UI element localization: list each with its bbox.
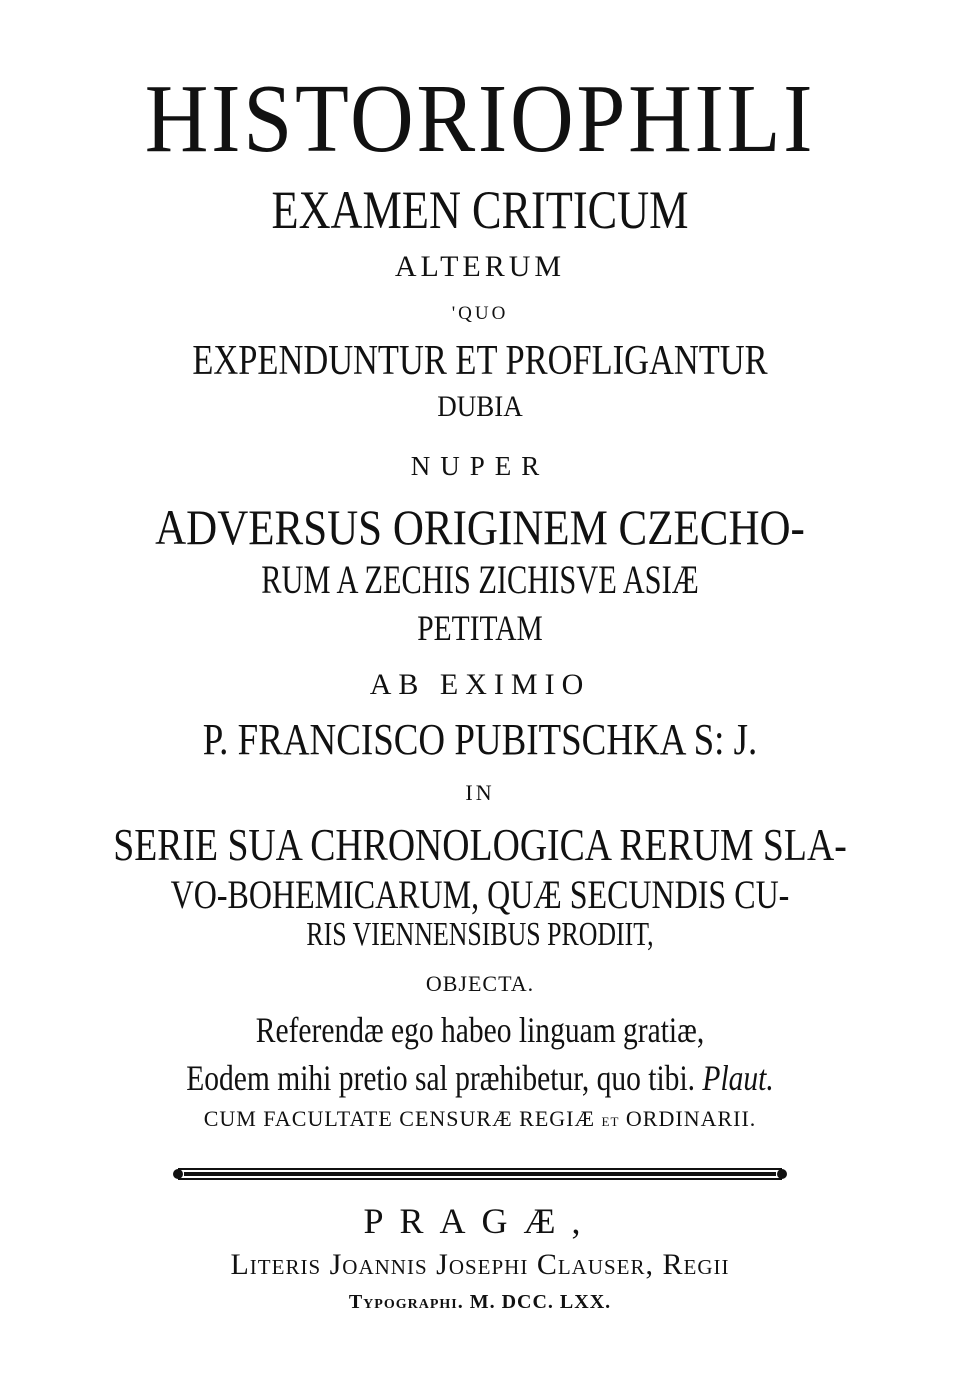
line-ab-eximio: AB EXIMIO (369, 668, 591, 701)
censure-text-b: ORDINARII. (625, 1106, 757, 1131)
line-adversus: ADVERSUS ORIGINEM CZECHO- (155, 499, 805, 555)
imprint-line-1: Literis Joannis Josephi Clauser, Regii (230, 1248, 730, 1281)
city-pragae: PRAGÆ, (363, 1201, 597, 1241)
line-objecta: OBJECTA. (425, 971, 535, 996)
line-rum-a-zechis: RUM A ZECHIS ZICHISVE ASIÆ (261, 557, 699, 602)
quote-line-1: Referendæ ego habeo linguam gratiæ, (255, 1010, 705, 1050)
line-expenduntur: EXPENDUNTUR ET PROFLIGANTUR (192, 338, 768, 384)
line-ris-viennensibus: RIS VIENNENSIBUS PRODIIT, (306, 916, 654, 953)
subtitle-examen: EXAMEN CRITICUM (271, 180, 689, 240)
censure-line (0, 1108, 960, 1130)
line-alterum: ALTERUM (394, 250, 566, 283)
quote-line-2 (86, 1060, 873, 1096)
line-dubia: DUBIA (437, 390, 523, 423)
line-serie: SERIE SUA CHRONOLOGICA RERUM SLA- (113, 819, 847, 870)
quote-author: Plaut. (702, 1058, 774, 1098)
main-title: HISTORIOPHILI (144, 65, 816, 173)
imprint-line-2: Typographi. M. DCC. LXX. (348, 1291, 612, 1313)
censure-text-a: CUM FACULTATE CENSURÆ REGIÆ (203, 1106, 596, 1131)
line-quo: 'QUO (451, 303, 509, 324)
quote-line-2-text: Eodem mihi pretio sal præhibetur, quo tibi. (186, 1058, 696, 1098)
line-in: IN (465, 780, 495, 805)
line-author: P. FRANCISCO PUBITSCHKA S: J. (202, 715, 758, 764)
censure-et: ET (601, 1114, 620, 1129)
line-vo-bohemicarum: VO-BOHEMICARUM, QUÆ SECUNDIS CU- (170, 872, 790, 917)
line-nuper: NUPER (410, 451, 550, 481)
ornamental-rule (170, 1162, 790, 1190)
line-petitam: PETITAM (417, 608, 543, 648)
